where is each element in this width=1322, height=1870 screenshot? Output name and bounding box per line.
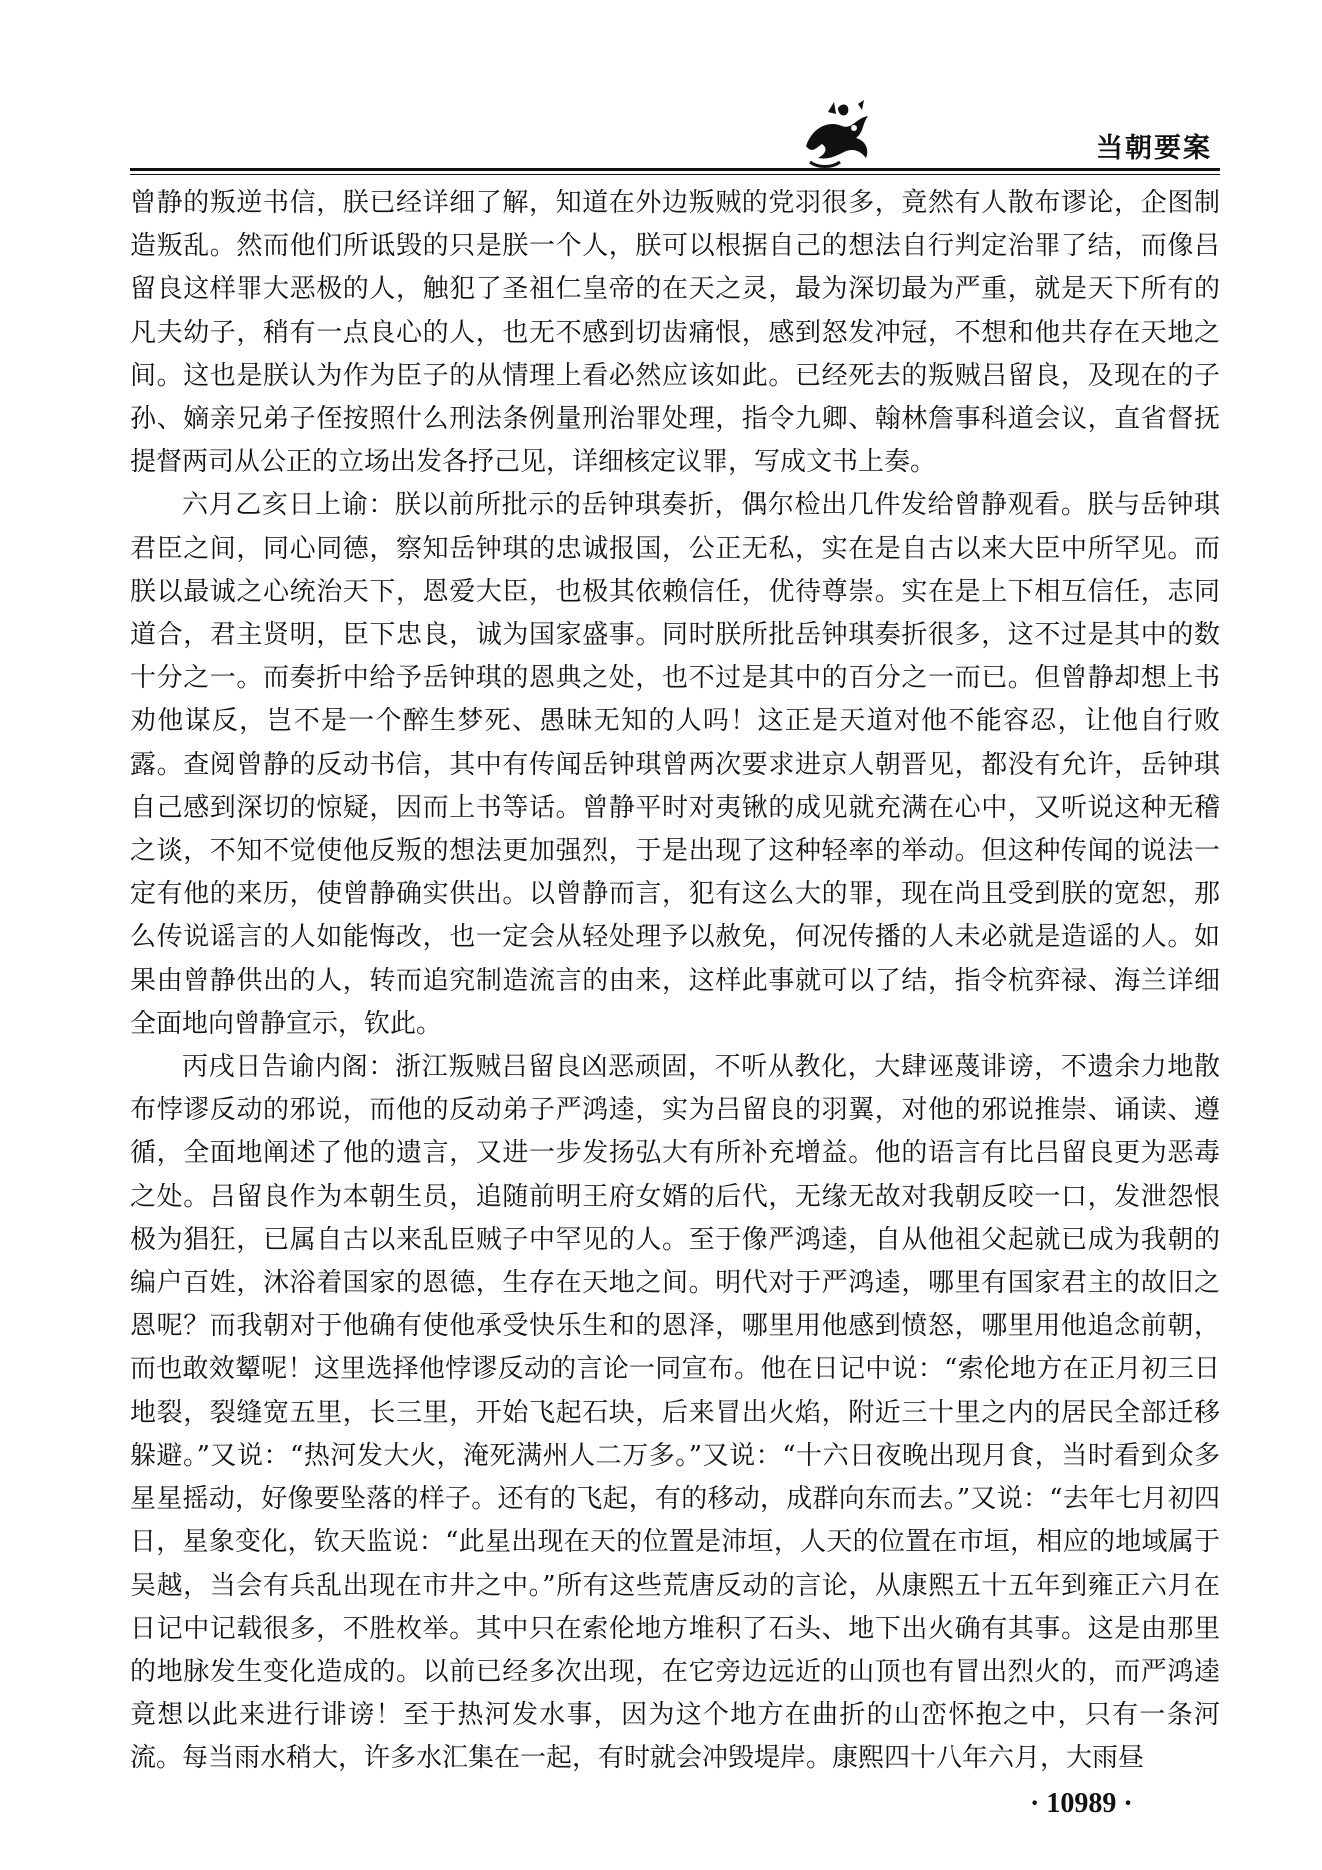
page-header [130, 92, 1220, 178]
header-rule-thin [130, 174, 1220, 175]
paragraph-3: 丙戌日告谕内阁：浙江叛贼吕留良凶恶顽固，不听从教化，大肆诬蔑诽谤，不遗余力地散布悖谬反动的邪说，而他的反动弟子严鸿逵，实为吕留良的羽翼，对他的邪说推崇、诵读、遵循，全面地阐述了他的遗言，又进一步发扬弘大有所补充增益。他的语言有比吕留良更为恶毒之处。吕留良作为本朝生员，追随前明王府女婿的后代，无缘无故对我朝反咬一口，发泄怨恨极为猖狂，已属自古以来乱臣贼子中罕见的人。至于像严鸿逵，自从他祖父起就已成为我朝的编户百姓，沐浴着国家的恩德，生存在天地之间。明代对于严鸿逵，哪里有国家君主的故旧之恩呢？而我朝对于他确有使他承受快乐生和的恩泽，哪里用他感到愤怒，哪里用他追念前朝，而也敢效颦呢！这里选择他悖谬反动的言论一同宣布。他在日记中说：“索伦地方在正月初三日地裂，裂缝宽五里，长三里，开始飞起石块，后来冒出火焰，附近三十里之内的居民全部迁移躲避。”又说：“热河发大火，淹死满州人二万多。”又说：“十六日夜晚出现月食，当时看到众多星星摇动，好像要坠落的样子。还有的飞起，有的移动，成群向东而去。”又说：“去年七月初四日，星象变化，钦天监说：“此星出现在天的位置是沛垣，人天的位置在市垣，相应的地域属于吴越，当会有兵乱出现在市井之中。”所有这些荒唐反动的言论，从康熙五十五年到雍正六月在日记中记载很多，不胜枚举。其中只在索伦地方堆积了石头、地下出火确有其事。这是由那里的地脉发生变化造成的。以前已经多次出现，在它旁边远近的山顶也有冒出烈火的，而严鸿逵竟想以此来进行诽谤！至于热河发水事，因为这个地方在曲折的山峦怀抱之中，只有一条河流。每当雨水稍大，许多水汇集在一起，有时就会冲毁堤岸。康熙四十八年六月，大雨昼 [130, 1052, 1220, 1774]
dragon-emblem-icon [798, 98, 880, 170]
paragraph-2: 六月乙亥日上谕：朕以前所批示的岳钟琪奏折，偶尔检出几件发给曾静观看。朕与岳钟琪君臣之间，同心同德，察知岳钟琪的忠诚报国，公正无私，实在是自古以来大臣中所罕见。而朕以最诚之心统治天下，恩爱大臣，也极其依赖信任，优待尊崇。实在是上下相互信任，志同道合，君主贤明，臣下忠良，诚为国家盛事。同时朕所批岳钟琪奏折很多，这不过是其中的数十分之一。而奏折中给予岳钟琪的恩典之处，也不过是其中的百分之一而已。但曾静却想上书劝他谋反，岂不是一个醉生梦死、愚昧无知的人吗！这正是天道对他不能容忍，让他自行败露。查阅曾静的反动书信，其中有传闻岳钟琪曾两次要求进京人朝晋见，都没有允许，岳钟琪自己感到深切的惊疑，因而上书等话。曾静平时对夷锹的成见就充满在心中，又听说这种无稽之谈，不知不觉使他反叛的想法更加强烈，于是出现了这种轻率的举动。但这种传闻的说法一定有他的来历，使曾静确实供出。以曾静而言，犯有这么大的罪，现在尚且受到朕的宽恕，那么传说谣言的人如能悔改，也一定会从轻处理予以赦免，何况传播的人未必就是造谣的人。如果由曾静供出的人，转而追究制造流言的由来，这样此事就可以了结，指令杭弈禄、海兰详细全面地向曾静宣示，钦此。 [130, 490, 1220, 1039]
page-number: · 10989 · [1030, 1788, 1133, 1819]
section-title: 当朝要案 [1096, 133, 1212, 164]
page-body [130, 182, 1220, 1781]
header-rule [130, 168, 1220, 171]
paragraph-1: 曾静的叛逆书信，朕已经详细了解，知道在外边叛贼的党羽很多，竟然有人散布谬论，企图制造叛乱。然而他们所诋毁的只是朕一个人，朕可以根据自己的想法自行判定治罪了结，而像吕留良这样罪大恶极的人，触犯了圣祖仁皇帝的在天之灵，最为深切最为严重，就是天下所有的凡夫幼子，稍有一点良心的人，也无不感到切齿痛恨，感到怒发冲冠，不想和他共存在天地之间。这也是朕认为作为臣子的从情理上看必然应该如此。已经死去的叛贼吕留良，及现在的子孙、嫡亲兄弟子侄按照什么刑法条例量刑治罪处理，指令九卿、翰林詹事科道会议，直省督抚提督两司从公正的立场出发各抒己见，详细核定议罪，写成文书上奏。 [130, 188, 1220, 478]
